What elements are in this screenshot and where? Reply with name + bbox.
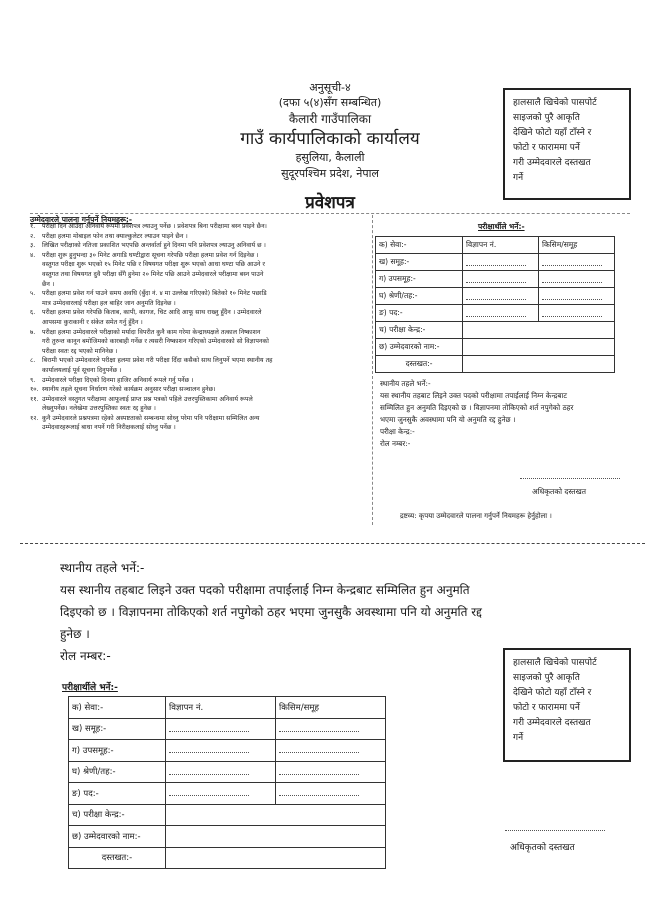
roll-number-label: रोल नम्बर:- (380, 439, 411, 448)
rule-item (30, 347, 365, 357)
input-cell[interactable] (539, 254, 615, 271)
photo-box (503, 88, 631, 200)
table-row (69, 761, 386, 783)
table-row (69, 847, 386, 869)
rule-item (30, 251, 365, 261)
rule-text: वस्तुगत परीक्षा शुरू भएको १५ मिनेट पछि र विषयगत परीक्षा शुरू भएको आधा घण्टा पछि आउने र (42, 261, 265, 269)
rule-text: परीक्षा हलमा उम्मेदवारले परीक्षाको मर्यादा विपरीत कुनै काम गरेमा केन्द्राध्यक्षले तत्काल निष्काशन (42, 328, 261, 336)
table-row (69, 826, 386, 848)
rule-text: गरी तुरुन्त कानून बमोजिमको कारबाही गर्नेछ र त्यसरी निष्काशन गरिएको उम्मेदवारको सो विज्ञापनको (42, 338, 269, 346)
local-body: यस स्थानीय तहबाट लिइने उक्त पदको परीक्षामा तपाईलाई निम्न केन्द्रबाट सम्मिलित हुन अनुमति (60, 583, 470, 597)
table-cell-label: ङ) पद:- (376, 305, 463, 322)
rule-item (30, 289, 365, 299)
note-text: द्रष्टव्य: कृपया उम्मेदवारले पालना गर्नुपर्ने नियमहरू हेर्नुहोला । (400, 512, 552, 520)
table-row (376, 322, 615, 339)
signature-label-lower: अधिकृतको दस्तखत (510, 843, 575, 853)
page-title: प्रवेशपत्र (305, 193, 355, 213)
rule-number (30, 347, 42, 357)
rule-item (30, 299, 365, 309)
rule-text: छैन । (42, 280, 55, 288)
table-cell-label: ख) समूह:- (69, 718, 166, 740)
table-row (376, 254, 615, 271)
photo-box-line: गरी उम्मेदवारले दस्तखत (513, 158, 591, 168)
divider (30, 213, 630, 214)
rule-item (30, 328, 365, 338)
table-row (69, 740, 386, 762)
rule-item (30, 280, 365, 290)
rule-number: ६. (30, 309, 36, 317)
table-cell-label: छ) उम्मेदवारको नाम:- (69, 826, 166, 848)
photo-box-line: साइजको पुरै आकृति (513, 113, 580, 123)
annex-label: अनुसूची-४ (309, 81, 351, 94)
input-cell[interactable] (463, 305, 539, 322)
table-cell-label: च) परीक्षा केन्द्र:- (376, 322, 463, 339)
rule-reference: (दफा ५(४)सँग सम्बन्धित) (278, 96, 382, 109)
exam-table-lower (68, 696, 386, 869)
local-body: यस स्थानीय तहबाट लिइने उक्त पदको परीक्षामा तपाईलाई निम्न केन्द्रबाट (380, 391, 567, 400)
rule-text: लेख्नुपर्नेछ। नलेखेमा उत्तरपुस्तिका स्वतः रद्द हुनेछ । (42, 405, 156, 413)
photo-box-line: गर्ने (513, 733, 524, 743)
table-row (376, 356, 615, 373)
input-cell[interactable] (539, 288, 615, 305)
table-row (69, 697, 386, 719)
photo-box-line: देखिने फोटो यहाँ टाँस्ने र (513, 128, 592, 138)
input-cell[interactable] (463, 356, 615, 373)
rule-text: परीक्षा हलमा मोबाइल फोन तथा क्याल्कुलेटर ल्याउन पाइने छैन । (42, 232, 188, 240)
local-section-upper (380, 378, 620, 450)
rules-heading: उम्मेदवारले पालना गर्नुपर्ने नियमहरू:- (30, 215, 132, 224)
rule-item (30, 222, 365, 232)
photo-box-line: हालसालै खिचेको पासपोर्ट (513, 658, 597, 668)
local-heading: स्थानीय तहले भर्ने:- (380, 379, 431, 388)
rule-text: आपसमा कुराकानी र संकेत समेत गर्नु हुँदैन । (42, 318, 143, 326)
rule-item (30, 308, 365, 318)
rule-text: उम्मेदवारले वस्तुगत परीक्षामा आफूलाई प्राप्त प्रश्न पत्रको पहिले उत्तरपुस्तिकामा अनिवार्य रूपले (42, 395, 253, 403)
photo-box-lower (503, 648, 631, 762)
column-divider (372, 215, 373, 525)
col-category: किसिम/समूह (539, 237, 615, 254)
input-cell[interactable] (276, 761, 386, 783)
local-body: भएमा जुनसुकै अवस्थामा पनि यो अनुमति रद्द हुनेछ । (380, 415, 516, 424)
input-cell[interactable] (276, 783, 386, 805)
rule-item (30, 337, 365, 347)
rule-number (30, 270, 42, 280)
local-body: दिइएको छ । विज्ञापनमा तोकिएको शर्त नपुगेको ठहर भएमा जुनसुकै अवस्थामा पनि यो अनुमति रद्द (60, 605, 482, 619)
exam-table (375, 236, 615, 373)
table-row (376, 339, 615, 356)
signature-label: अधिकृतको दस्तखत (532, 487, 586, 496)
table-row (69, 718, 386, 740)
table-cell-label: च) परीक्षा केन्द्र:- (69, 804, 166, 826)
signature-line (520, 478, 620, 479)
input-cell[interactable] (539, 271, 615, 288)
rule-text: परीक्षा स्वतः रद्द भएको मानिनेछ । (42, 347, 118, 355)
table-cell-label: घ) श्रेणी/तह:- (376, 288, 463, 305)
rule-number (30, 423, 42, 433)
rule-item (30, 395, 365, 405)
photo-box-line: गरी उम्मेदवारले दस्तखत (513, 718, 591, 728)
input-cell[interactable] (463, 288, 539, 305)
input-cell[interactable] (463, 271, 539, 288)
table-cell-label: ग) उपसमूह:- (69, 740, 166, 762)
rule-text: परीक्षा हलमा प्रवेश गरेपछि किताब, कापी, कागज, चिट आदि आफू साथ राख्नु हुँदैन । उम्मेदवारले (42, 309, 262, 317)
input-cell[interactable] (166, 783, 276, 805)
input-cell[interactable] (463, 339, 615, 356)
input-cell[interactable] (539, 305, 615, 322)
rule-number: १०. (30, 386, 39, 394)
rule-item (30, 356, 365, 366)
input-cell[interactable] (166, 761, 276, 783)
roll-number-label: रोल नम्बर:- (60, 649, 111, 663)
exam-table-heading: परीक्षार्थीले भर्ने:- (478, 222, 525, 231)
rule-number: १. (30, 223, 36, 230)
rule-number (30, 318, 42, 328)
table-cell-label: ङ) पद:- (69, 783, 166, 805)
table-row (376, 305, 615, 322)
office-province: सुदूरपश्चिम प्रदेश, नेपाल (281, 167, 379, 180)
rules-list (30, 222, 365, 433)
rule-number: ५. (30, 290, 36, 298)
rule-number (30, 299, 42, 309)
table-cell-label: क) सेवा:- (69, 697, 166, 719)
rule-item (30, 423, 365, 433)
rule-item (30, 241, 365, 251)
rule-text: उम्मेदवारले परीक्षा दिएको दिनमा हाजिर अनिवार्य रूपले गर्नु पर्नेछ । (42, 376, 194, 384)
input-cell[interactable] (166, 718, 276, 740)
table-cell-label: क) सेवा:- (376, 237, 463, 254)
photo-box-line: गर्ने (513, 173, 524, 183)
rule-number: ३. (30, 242, 36, 250)
rule-text: परीक्षा दिन आउँदा अनिवार्य रूपमा प्रवेशपत्र ल्याउनु पर्नेछ । प्रवेशपत्र बिना परीक्षामा बस्न पाइने छैन। (42, 223, 267, 230)
rule-text: परीक्षा हलमा प्रवेश गर्न पाउने समय अवधि (बुँदा नं. ४ मा उल्लेख गरिएको) बितेको १० मिनेट पछाडि (42, 290, 267, 298)
table-row (376, 237, 615, 254)
rule-number (30, 337, 42, 347)
input-cell[interactable] (463, 322, 615, 339)
local-heading: स्थानीय तहले भर्ने:- (60, 561, 145, 575)
input-cell[interactable] (166, 804, 386, 826)
col-advert: विज्ञापन नं. (463, 237, 539, 254)
rule-number: १२. (30, 414, 39, 422)
cut-line (20, 543, 645, 544)
rule-text: कार्यालयलाई पूर्व सूचना दिनुपर्नेछ । (42, 366, 122, 374)
rule-number (30, 404, 42, 414)
input-cell[interactable] (166, 826, 386, 848)
photo-box-line: देखिने फोटो यहाँ टाँस्ने र (513, 688, 592, 698)
rule-item (30, 232, 365, 242)
local-body: सम्मिलित हुन अनुमति दिइएको छ । विज्ञापनमा तोकिएको शर्त नपुगेको ठहर (380, 403, 574, 412)
rule-number: ८. (30, 357, 36, 365)
municipality-name: कैलारी गाउँपालिका (288, 112, 372, 126)
photo-box-line: फोटो र फाराममा पर्ने (513, 143, 580, 153)
table-row (69, 783, 386, 805)
input-cell[interactable] (166, 740, 276, 762)
rule-item (30, 260, 365, 270)
rule-number (30, 366, 42, 376)
office-place: हसुलिया, कैलाली (295, 151, 365, 164)
table-cell-label: दस्तखत:- (69, 847, 166, 869)
local-body: हुनेछ । (60, 627, 90, 641)
rule-number: ११. (30, 395, 39, 403)
rule-text: मात्र उम्मेदवारलाई परीक्षा हल बाहिर जान अनुमति दिइनेछ । (42, 299, 176, 307)
table-cell-label: ख) समूह:- (376, 254, 463, 271)
table-cell-label: दस्तखत:- (376, 356, 463, 373)
rule-item (30, 414, 365, 424)
rule-number: ९. (30, 376, 36, 384)
col-advert: विज्ञापन नं. (166, 697, 276, 719)
rule-item (30, 270, 365, 280)
input-cell[interactable] (463, 254, 539, 271)
photo-box-line: हालसालै खिचेको पासपोर्ट (513, 98, 597, 108)
rule-text: बिरामी भएको उम्मेदवारले परीक्षा हलमा प्रवेश गरी परीक्षा दिँदा कसैको साथ लिनुपर्ने भएमा स्थानीय तह (42, 357, 273, 365)
col-category: किसिम/समूह (276, 697, 386, 719)
table-row (69, 804, 386, 826)
rule-text: परीक्षा शुरू हुनुभन्दा ३० मिनेट अगाडि घण्टीद्वारा सूचना गरेपछि परीक्षा हलमा प्रवेश गर्न दिइनेछ । (42, 251, 259, 259)
rule-number: २. (30, 232, 36, 240)
table-cell-label: घ) श्रेणी/तह:- (69, 761, 166, 783)
table-cell-label: ग) उपसमूह:- (376, 271, 463, 288)
input-cell[interactable] (276, 740, 386, 762)
exam-center-label: परीक्षा केन्द्र:- (380, 427, 415, 436)
photo-box-line: फोटो र फाराममा पर्ने (513, 703, 580, 713)
rule-text: कुनै उम्मेदवारले प्रश्नपत्रमा रहेको अस्पष्टताको सम्बन्धमा सोध्नु परेमा पनि परीक्षामा सम्मिलित अन्य (42, 414, 260, 422)
rule-item (30, 385, 365, 395)
photo-box-line: साइजको पुरै आकृति (513, 673, 580, 683)
table-row (376, 271, 615, 288)
table-cell-label: छ) उम्मेदवारको नाम:- (376, 339, 463, 356)
rule-number: ७. (30, 328, 36, 336)
rule-text: वस्तुगत तथा विषयगत दुवै परीक्षा सँगै हुनेमा २० मिनेट पछि आउने उम्मेदवारले परीक्षामा बस्न पाउने (42, 270, 264, 278)
rule-item (30, 318, 365, 328)
input-cell[interactable] (276, 718, 386, 740)
office-name: गाउँ कार्यपालिकाको कार्यालय (240, 129, 420, 149)
signature-line-lower (505, 830, 605, 831)
rule-item (30, 376, 365, 386)
table-row (376, 288, 615, 305)
rule-number (30, 280, 42, 290)
rule-item (30, 366, 365, 376)
rule-number (30, 260, 42, 270)
input-cell[interactable] (166, 847, 386, 869)
rule-text: उम्मेदवारहरूलाई बाधा नपर्ने गरी निरीक्षकलाई सोध्नु पर्नेछ । (42, 424, 176, 432)
rule-item (30, 404, 365, 414)
rule-text: स्थानीय तहले सूचना निर्धारण गरेको कार्यक्रम अनुसार परीक्षा सञ्चालन हुनेछ। (42, 386, 216, 394)
exam-table-heading-lower: परीक्षार्थीले भर्ने:- (62, 683, 118, 693)
rule-number: ४. (30, 251, 36, 259)
rule-text: लिखित परीक्षाको नतिजा प्रकाशित भएपछि अन्तर्वार्ता हुने दिनमा पनि प्रवेशपत्र ल्याउनु अनिवार्य छ । (42, 242, 266, 250)
